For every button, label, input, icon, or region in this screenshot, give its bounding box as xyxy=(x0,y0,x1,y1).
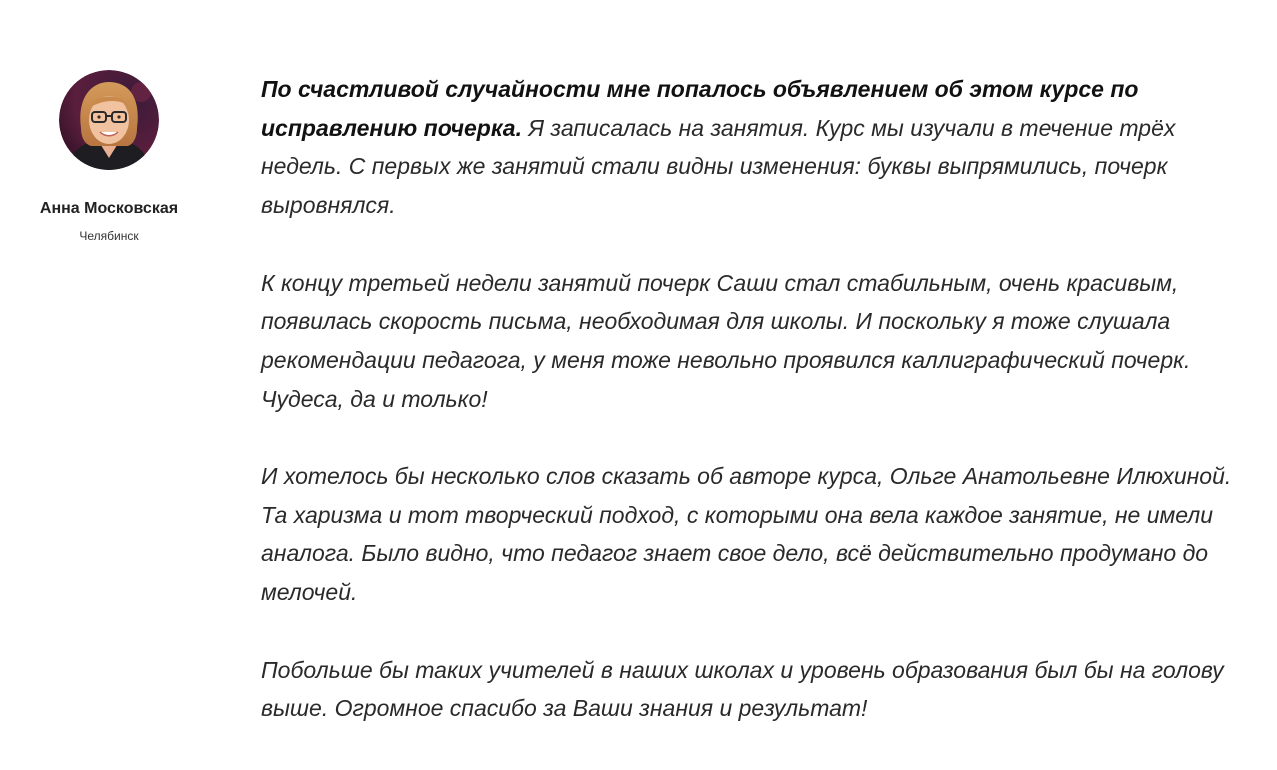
review-paragraph-1 xyxy=(261,70,1251,225)
review-paragraph-2: К концу третьей недели занятий почерк Саши стал стабильным, очень красивым, появилась скорость письма, необходимая для школы. И поскольку я тоже слушала рекомендации педагога, у меня тоже невольно проявился каллиграфический почерк. Чудеса, да и только! xyxy=(261,269,1191,412)
review-lead-bold: По счастливой случайности мне попалось объявлением об этом курсе по исправлению почерка. xyxy=(261,76,1139,141)
author-city: Челябинск xyxy=(79,229,139,243)
author-avatar xyxy=(59,70,159,170)
author-name: Анна Московская xyxy=(39,200,179,217)
review-lead-rest: Я записалась на занятия. Курс мы изучали в течение трёх недель. С первых же занятий стали видны изменения: буквы выпрямились, почерк выровнялся. xyxy=(261,114,1176,219)
review-author xyxy=(14,70,204,244)
review-paragraph-4: Побольше бы таких учителей в наших школах и уровень образования был бы на голову выше. Огромное спасибо за Ваши знания и результат! xyxy=(261,656,1224,722)
review-paragraph-3: И хотелось бы несколько слов сказать об авторе курса, Ольге Анатольевне Илюхиной. Та харизма и тот творческий подход, с которыми она вела каждое занятие, не имели аналога. Было видно, что педагог знает свое дело, всё действительно продумано до мелочей. xyxy=(261,463,1232,606)
review-text xyxy=(261,70,1251,728)
